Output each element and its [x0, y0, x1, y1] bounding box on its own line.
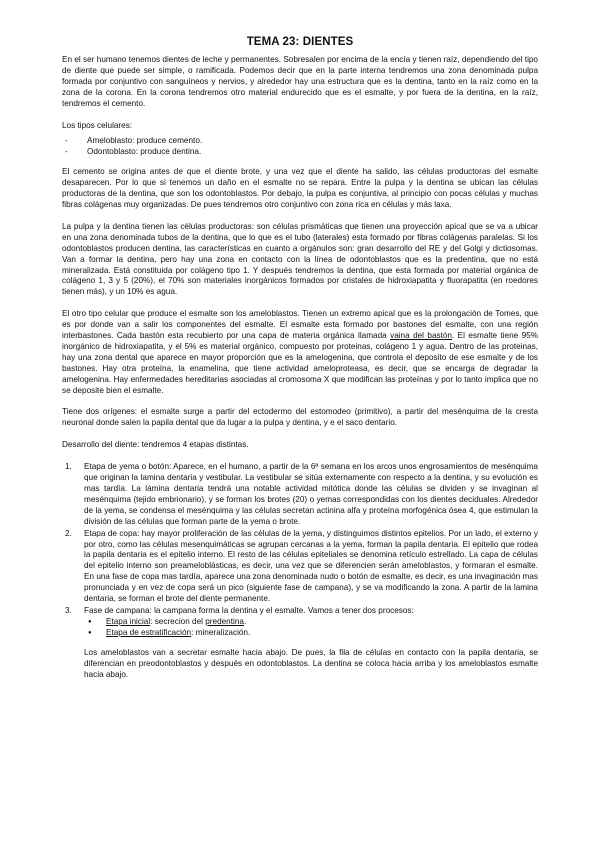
- stage-number: 3.: [65, 605, 72, 615]
- process-end: .: [243, 616, 247, 626]
- stage-text: Etapa de copa: hay mayor proliferación de las células de la yema, y distinguimos distintos epitelios. Por un lado, el externo y por otro, como las células mesenquimáticas se agrupan cercanas a la yema, forman la papila dentaria. El epitelio que rodea la papila dentaria es el epitelio interno. El resto de las células epiteliales se denomina retículo estrellado. La capa de células del epitelio interno son preameloblásticas, es decir, una vez que se diferencien serán ameloblastos, y formaran el esmalte. En una fase de copa mas tardía, aparece una zona denominada nudo o botón de esmalte, es decir, es una invaginación mas pronunciada y en vez de copa será un pico (siguiente fase de campana), y se va modificando la zona. A partir de la lamina dentaria, se forman el brote del diente permanente.: [84, 528, 538, 604]
- cell-types-list: [62, 136, 538, 158]
- stage-text: Etapa de yema o botón: Aparece, en el humano, a partir de la 6ª semana en los arcos unos engrosamientos de mesénquima que originan la lamina dentaria y vestibular. La vestibular se sitúa externamente con respecto a la dentina, y su evolución es mas tardía. La lámina dentaria tendrá una notable actividad mitótica donde las células se dividen y se invaginan al mesénquima (tejido embrionario), y se forman los brotes (20) o yemas correspondidas con los dientes deciduales. Alrededor de la yema, se condensa el mesénquima y las células secretan actinina alfa y proteína morfogénica ósea 4, que estimulan la división de las células que forman parte de la yema o brote.: [84, 462, 538, 526]
- origenes-paragraph: Tiene dos orígenes: el esmalte surge a partir del ectodermo del estomodeo (primitivo), a partir del mesénquima de la cresta neuronal donde salen la papila dental que da lugar a la pulpa y dentina, y e el saco dentario.: [62, 407, 538, 428]
- stage-text: Fase de campana: la campana forma la dentina y el esmalte. Vamos a tener dos procesos:: [84, 605, 414, 615]
- document-page: [62, 36, 538, 681]
- esmalte-text-before: El otro tipo celular que produce el esmalte son los ameloblastos. Tienen un extremo apical que es la prolongación de Tomes, que es por donde van a salir los componentes del esmalte. El esmalte esta formado por bastones del esmalte, con una región interbastones. Cada bastón esta recubierto por una capa de materia orgánica llamada: [62, 309, 538, 341]
- stage-item: [62, 529, 538, 605]
- intro-paragraph: En el ser humano tenemos dientes de leche y permanentes. Sobresalen por encima de la encía y tienen raíz, dependiendo del tipo de diente que puede ser simple, o ramificada. Podemos decir que en la parte interna tendremos una zona denominada pulpa formada por conjuntivo con sanguíneos y nervios, y alrededor hay una estructura que es la dentina, tanto en la raíz como en la zona de la corona. En la corona tendremos otro material endurecido que es el esmalte, y por fuera de la dentina, en la raíz, tendremos el cemento.: [62, 55, 538, 108]
- campana-process-list: [84, 617, 538, 639]
- stage-item: [62, 462, 538, 527]
- process-text: : mineralización.: [191, 627, 251, 637]
- cemento-paragraph: El cemento se origina antes de que el diente brote, y una vez que el diente ha salido, las células productoras del esmalte desaparecen. Por lo que si tenemos un daño en el esmalte no se repara. Entre la pulpa y la dentina se ubican las células productoras de la dentina, que son los odontoblastos. Por debajo, la pulpa es conjuntiva, al principio con pocas células y muchas fibras colágenas muy organizadas. De pues tendremos otro conjuntivo con zona rica en células y más laxa.: [62, 167, 538, 209]
- development-heading: Desarrollo del diente: tendremos 4 etapas distintas.: [62, 440, 249, 450]
- list-item: [86, 617, 538, 628]
- process-label: Etapa inicial: [106, 616, 151, 626]
- process-text: : secrecion del: [150, 616, 206, 626]
- esmalte-text-after: . El esmalte tiene 95% inorgánico de hidroxiapatita, y el 5% es material orgánico, compuesto por proteinas, colágeno 1 y agua. Dentro de las proteinas, hay una zona dental que aparece en mayor proporción que es la amelogenina, que controla el deposito de ese esmalte y de los bastones. Hay otra proteína, la enamelina, que tiene actividad ameloproteasa, es decir, que se encarga de degradar la amelogenina. Hay enfermedades hereditarias asociadas al cromosoma X que modifican las proteínas y por lo tanto implica que no se deposite bien el esmalte.: [62, 331, 538, 395]
- esmalte-paragraph: [62, 309, 538, 396]
- process-term: predentina: [205, 616, 244, 626]
- campana-after-paragraph: Los ameloblastos van a secretar esmalte hacia abajo. De pues, la fila de células en contacto con la papila dentaria, se diferencian en preodontoblastos y después en odontoblastos. La dentina se coloca hacia arriba y los ameloblastos esmalte hacia abajo.: [84, 647, 538, 679]
- vaina-term: vaina del bastón: [390, 331, 452, 341]
- list-item: - Ameloblasto: produce cemento.: [65, 136, 538, 147]
- stages-list: [62, 462, 538, 680]
- pulpa-paragraph: La pulpa y la dentina tienen las células productoras: son células prismáticas que tienen una proyección apical que se va a ubicar en una zona denominada tubos de la dentina, que lo que es el tubo (laterales) esta formado por fibras colágenas paralelas. Si los odontoblastos producen dentina, las características en cuanto a orgánulos son: gran desarrollo del RE y del Golgi y dictiosomas. Van a formar la dentina, pero hay una zona en contacto con la línea de odontoblastos que es la predentina, que no está mineralizada. Está constituida por colágeno tipo 1. Y después tendremos la dentina, que esta formada por material orgánica de colágeno 1, 3 y 5 (20%), el 70% son materiales inorgánicos formados por cristales de hidroxiapatita y fluorapatita (en roedores tienen más), y un 10% es agua.: [62, 221, 538, 297]
- process-label: Etapa de estratificación: [106, 627, 192, 637]
- cell-types-heading: Los tipos celulares:: [62, 120, 133, 130]
- list-item: - Odontoblasto: produce dentina.: [65, 147, 538, 158]
- stage-item: [62, 606, 538, 680]
- stage-number: 1.: [65, 462, 72, 472]
- stage-number: 2.: [65, 528, 72, 538]
- list-item: [86, 628, 538, 639]
- document-title: TEMA 23: DIENTES: [246, 36, 354, 48]
